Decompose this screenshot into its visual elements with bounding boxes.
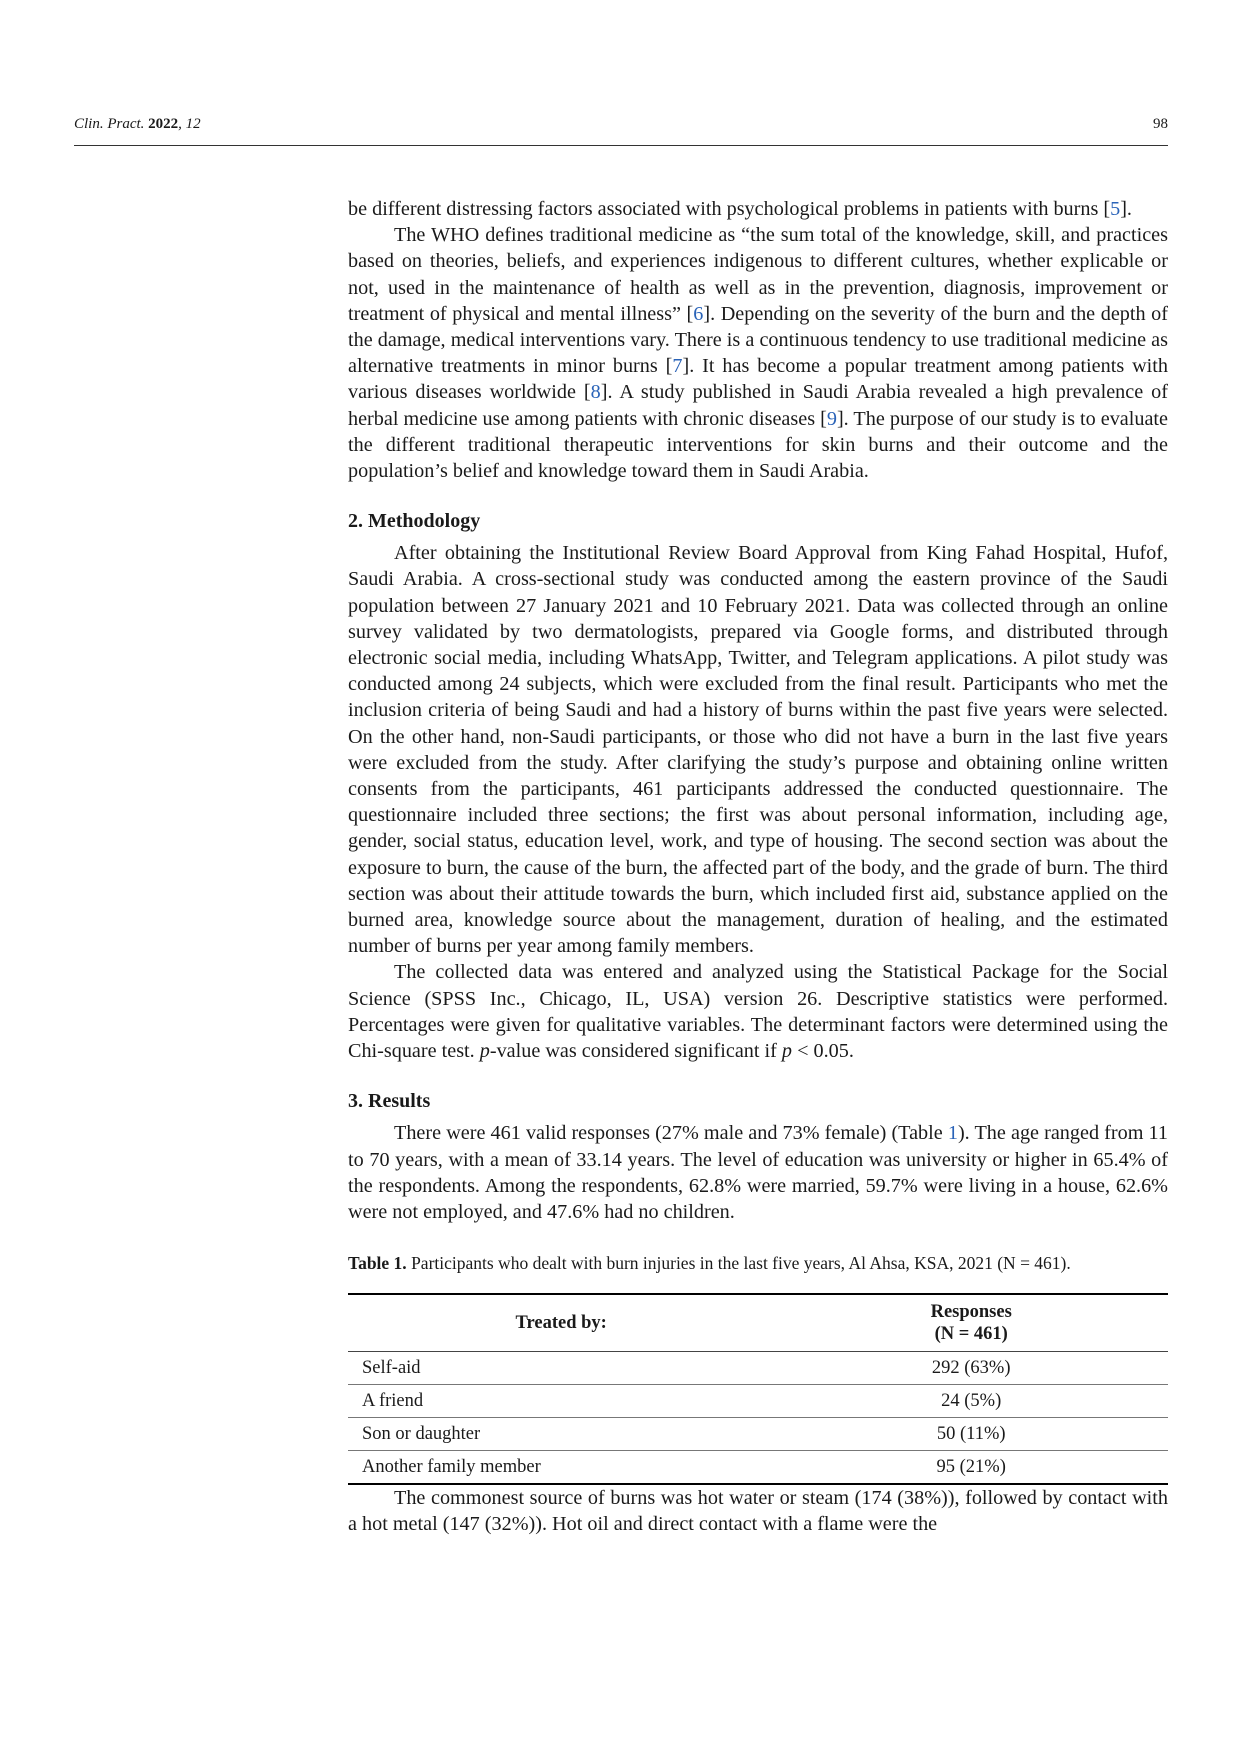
results-heading: 3. Results <box>348 1090 431 1113</box>
row-value: 50 (11%) <box>774 1418 1168 1451</box>
results-paragraph-2: The commonest source of burns was hot water or steam (174 (38%)), followed by contact with a hot metal (147 (32%)). Hot oil and direct contact with a flame were the <box>348 1487 1168 1536</box>
intro-paragraph-2: The WHO defines traditional medicine as “the sum total of the knowledge, skill, and practices based on theories, beliefs, and experiences indigenous to different cultures, whether explicable or not, used in the maintenance of health as well as in the prevention, diagnosis, improvement or treatment of physical and mental illness” [6]. Depending on the severity of the burn and the depth of the damage, medical interventions vary. There is a continuous tendency to use traditional medicine as alternative treatments in minor burns [7]. It has become a popular treatment among patients with various diseases worldwide [8]. A study published in Saudi Arabia revealed a high prevalence of herbal medicine use among patients with chronic diseases [9]. The purpose of our study is to evaluate the different traditional therapeutic interventions for skin burns and their outcome and the population’s belief and knowledge toward them in Saudi Arabia. <box>348 224 1168 483</box>
citation-link[interactable]: 7 <box>672 355 683 378</box>
table-1 <box>348 1293 1168 1485</box>
row-label: Another family member <box>348 1451 774 1485</box>
citation-link[interactable]: 9 <box>826 407 837 430</box>
table-caption: Table 1. Participants who dealt with burn injuries in the last five years, Al Ahsa, KSA, 2021 (N = 461). <box>348 1253 1071 1274</box>
header-rule <box>74 145 1168 146</box>
row-label: A friend <box>348 1385 774 1418</box>
row-value: 95 (21%) <box>774 1451 1168 1485</box>
intro-paragraph-1: be different distressing factors associated with psychological problems in patients with burns [5]. <box>348 198 1132 220</box>
page-number: 98 <box>1153 116 1168 132</box>
table-header-row <box>348 1294 1168 1352</box>
methodology-heading: 2. Methodology <box>348 510 481 533</box>
results-paragraph-1: There were 461 valid responses (27% male and 73% female) (Table 1). The age ranged from 11 to 70 years, with a mean of 33.14 years. The level of education was university or higher in 65.4% of the respondents. Among the respondents, 62.8% were married, 59.7% were living in a house, 62.6% were not employed, and 47.6% had no children. <box>348 1122 1168 1223</box>
main-text <box>348 196 1168 1538</box>
methodology-paragraph-1: After obtaining the Institutional Review Board Approval from King Fahad Hospital, Hufof, Saudi Arabia. A cross-sectional study was conducted among the eastern province of the Saudi population between 27 January 2021 and 10 February 2021. Data was collected through an online survey validated by two dermatologists, prepared via Google forms, and distributed through electronic social media, including WhatsApp, Twitter, and Telegram applications. A pilot study was conducted among 24 subjects, which were excluded from the final result. Participants who met the inclusion criteria of being Saudi and had a history of burns within the past five years were selected. On the other hand, non-Saudi participants, or those who did not have a burn in the last five years were excluded from the study. After clarifying the study’s purpose and obtaining online written consents from the participants, 461 participants addressed the conducted questionnaire. The questionnaire included three sections; the first was about personal information, including age, gender, social status, education level, work, and type of housing. The second section was about the exposure to burn, the cause of the burn, the affected part of the body, and the grade of burn. The third section was about their attitude towards the burn, which included first aid, substance applied on the burned area, knowledge source about the management, duration of healing, and the estimated number of burns per year among family members. <box>348 542 1168 958</box>
table-row <box>348 1418 1168 1451</box>
journal-year: 2022 <box>148 116 179 132</box>
row-value: 24 (5%) <box>774 1385 1168 1418</box>
row-label: Self-aid <box>348 1352 774 1385</box>
journal-volume: 12 <box>185 116 201 132</box>
journal-abbrev: Clin. Pract. <box>74 116 145 132</box>
table-label: Table 1. <box>348 1253 407 1274</box>
table-row <box>348 1352 1168 1385</box>
row-label: Son or daughter <box>348 1418 774 1451</box>
table-link[interactable]: 1 <box>947 1122 958 1145</box>
column-header-treated-by: Treated by: <box>348 1294 774 1352</box>
methodology-paragraph-2: The collected data was entered and analyzed using the Statistical Package for the Social Science (SPSS Inc., Chicago, IL, USA) version 26. Descriptive statistics were performed. Percentages were given for qualitative variables. The determinant factors were determined using the Chi-square test. p-value was considered significant if p < 0.05. <box>348 961 1168 1063</box>
table-row <box>348 1385 1168 1418</box>
citation-link[interactable]: 6 <box>693 302 704 325</box>
column-header-responses: Responses (N = 461) <box>774 1294 1168 1352</box>
journal-citation: Clin. Pract. 2022, 12 <box>74 116 201 132</box>
row-value: 292 (63%) <box>774 1352 1168 1385</box>
table-row <box>348 1451 1168 1485</box>
citation-link[interactable]: 5 <box>1110 198 1121 220</box>
citation-link[interactable]: 8 <box>590 381 601 404</box>
